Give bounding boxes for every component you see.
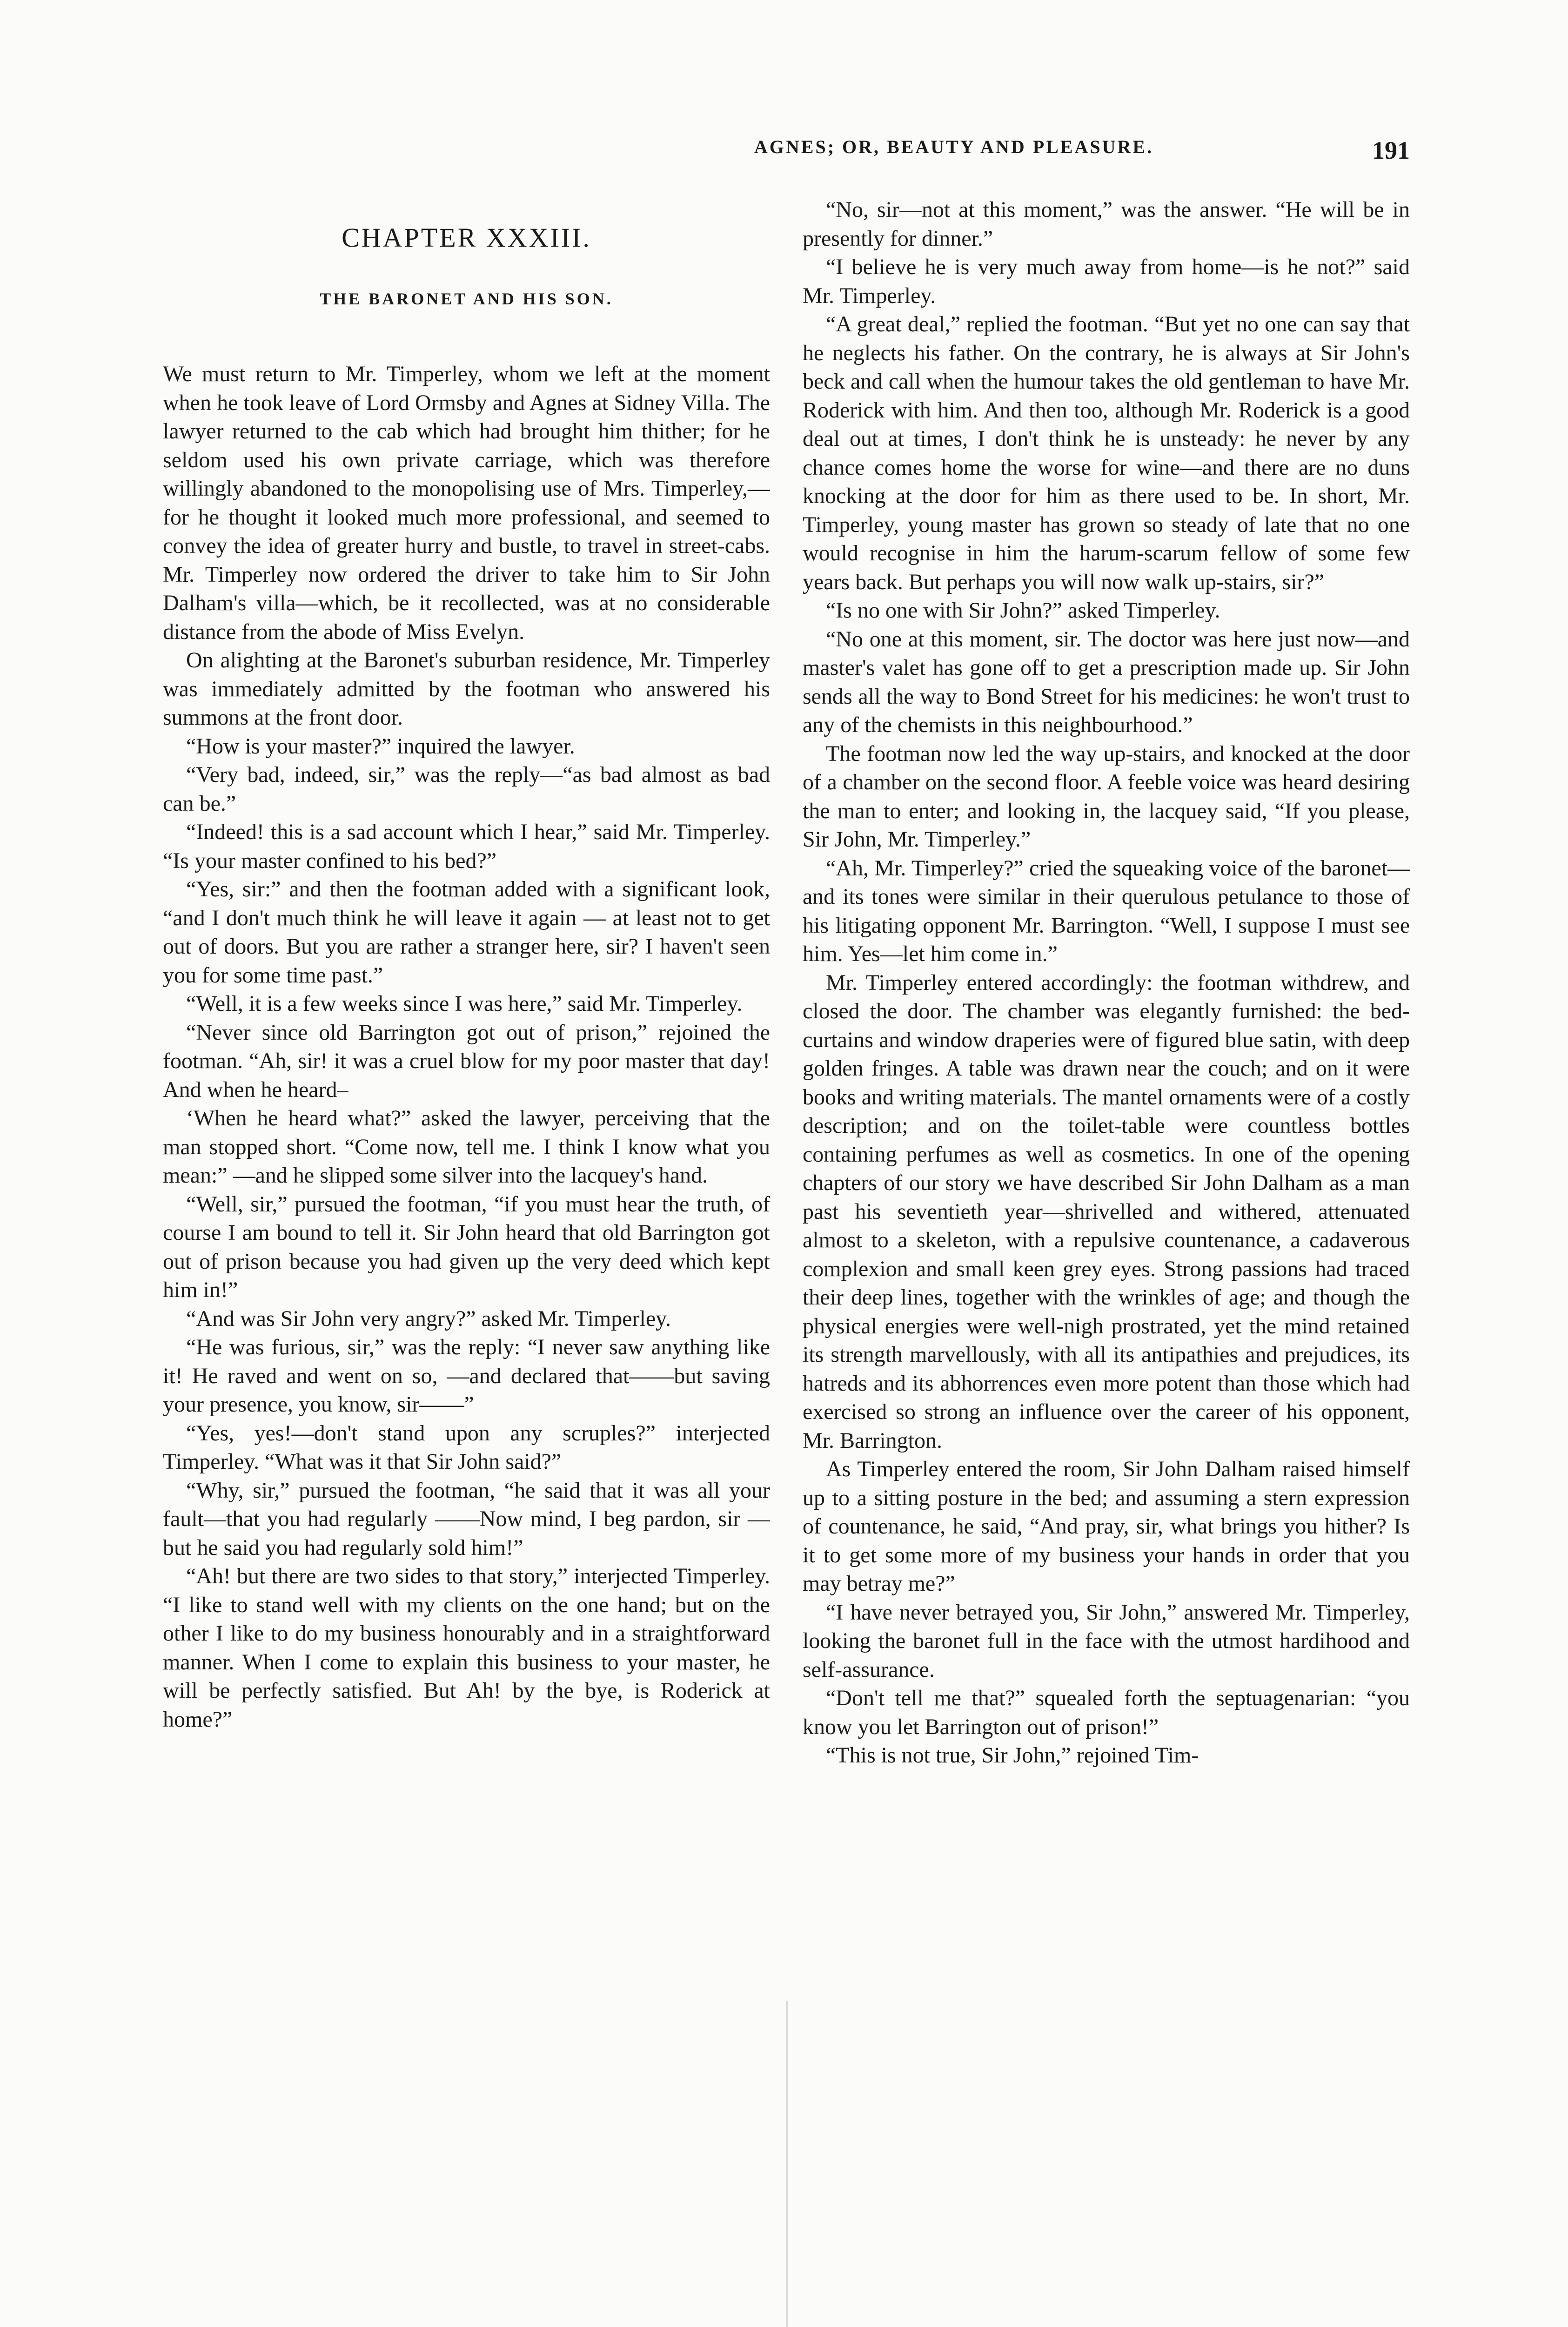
paragraph: “A great deal,” replied the footman. “But yet no one can say that he neglects his father. On the contrary, he is always at Sir John's beck and call when the humour takes the old gentleman to have Mr. Roderick with him. And then too, although Mr. Roderick is a good deal out at times, I don't think he is unsteady: he never by any chance comes home the worse for wine—and there are no duns knocking at the door for him as there used to be. In short, Mr. Timperley, young master has grown so steady of late that no one would recognise in him the harum-scarum fellow of some few years back. But perhaps you will now walk up-stairs, sir?” bbox=[803, 312, 1410, 594]
paragraph: “No one at this moment, sir. The doctor was here just now—and master's valet has gone off to get a prescription made up. Sir John sends all the way to Bond Street for his medicines: he won't trust to any of the chemists in this neighbourhood.” bbox=[803, 626, 1410, 737]
paragraph: “He was furious, sir,” was the reply: “I never saw anything like it! He raved and went on so, —and declared that——but saving your presence, you know, sir——” bbox=[163, 1335, 770, 1417]
paragraph: We must return to Mr. Timperley, whom we left at the moment when he took leave of Lord Ormsby and Agnes at Sidney Villa. The lawyer returned to the cab which had brought him thither; for he seldom used his own private carriage, which was therefore willingly abandoned to the monopolising use of Mrs. Timperley,—for he thought it looked much more professional, and seemed to convey the idea of greater hurry and bustle, to travel in street-cabs. Mr. Timperley now ordered the driver to take him to Sir John Dalham's villa—which, be it recollected, was at no considerable distance from the abode of Miss Evelyn. bbox=[163, 362, 770, 644]
paragraph: “And was Sir John very angry?” asked Mr. Timperley. bbox=[186, 1306, 671, 1331]
column-divider bbox=[786, 2001, 788, 2327]
paragraph: As Timperley entered the room, Sir John Dalham raised himself up to a sitting posture in the bed; and assuming a stern expression of countenance, he said, “And pray, sir, what brings you hither? Is it to get some more of my business your hands in order that you may betray me?” bbox=[803, 1457, 1410, 1596]
paragraph: “No, sir—not at this moment,” was the answer. “He will be in presently for dinner.” bbox=[803, 197, 1410, 251]
running-head: AGNES; OR, BEAUTY AND PLEASURE. bbox=[754, 136, 1154, 157]
paragraph: “Is no one with Sir John?” asked Timperley. bbox=[826, 598, 1220, 623]
paragraph: “Ah! but there are two sides to that story,” interjected Timperley. “I like to stand well with my clients on the one hand; but on the other I like to do my business honourably and in a straightforward manner. When I come to explain this business to your master, he will be perfectly satisfied. But Ah! by the bye, is Roderick at home?” bbox=[163, 1564, 770, 1732]
paragraph: “Never since old Barrington got out of prison,” rejoined the footman. “Ah, sir! it was a cruel blow for my poor master that day! And when he heard– bbox=[163, 1020, 770, 1102]
paragraph: The footman now led the way up-stairs, and knocked at the door of a chamber on the second floor. A feeble voice was heard desiring the man to enter; and looking in, the lacquey said, “If you please, Sir John, Mr. Timperley.” bbox=[803, 741, 1410, 852]
paragraph: “Well, it is a few weeks since I was here,” said Mr. Timperley. bbox=[186, 991, 743, 1016]
paragraph: “Well, sir,” pursued the footman, “if you must hear the truth, of course I am bound to tell it. Sir John heard that old Barrington got out of prison because you had given up the very deed which kept him in!” bbox=[163, 1191, 770, 1302]
chapter-subtitle: THE BARONET AND HIS SON. bbox=[320, 289, 613, 308]
paragraph: “Why, sir,” pursued the footman, “he said that it was all your fault—that you had regularly ——Now mind, I beg pardon, sir — but he said you had regularly sold him!” bbox=[163, 1478, 770, 1560]
paragraph: “This is not true, Sir John,” rejoined Tim- bbox=[826, 1743, 1199, 1768]
paragraph: “Very bad, indeed, sir,” was the reply—“as bad almost as bad can be.” bbox=[163, 762, 770, 816]
chapter-title: CHAPTER XXXIII. bbox=[342, 222, 591, 253]
right-column bbox=[803, 195, 1410, 2327]
paragraph: On alighting at the Baronet's suburban residence, Mr. Timperley was immediately admitted by the footman who answered his summons at the front door. bbox=[163, 648, 770, 730]
paragraph: “How is your master?” inquired the lawyer. bbox=[186, 733, 575, 759]
left-column bbox=[163, 195, 770, 2327]
page-number: 191 bbox=[1372, 136, 1410, 164]
paragraph: “I believe he is very much away from home—is he not?” said Mr. Timperley. bbox=[803, 255, 1410, 308]
paragraph: “Ah, Mr. Timperley?” cried the squeaking voice of the baronet—and its tones were similar in their querulous petulance to those of his litigating opponent Mr. Barrington. “Well, I suppose I must see him. Yes—let him come in.” bbox=[803, 855, 1410, 966]
paragraph: Mr. Timperley entered accordingly: the footman withdrew, and closed the door. The chamber was elegantly furnished: the bed-curtains and window draperies were of figured blue satin, with deep golden fringes. A table was drawn near the couch; and on it were books and writing materials. The mantel ornaments were of a costly description; and on the toilet-table were countless bottles containing perfumes as well as cosmetics. In one of the opening chapters of our story we have described Sir John Dalham as a man past his seventieth year—shrivelled and withered, attenuated almost to a skeleton, with a repulsive countenance, a cadaverous complexion and small keen grey eyes. Strong passions had traced their deep lines, together with the wrinkles of age; and though the physical energies were well-nigh prostrated, yet the mind retained its strength marvellously, with all its antipathies and prejudices, its hatreds and its abhorrences even more potent than those which had exercised so strong an influence over the career of his opponent, Mr. Barrington. bbox=[803, 970, 1410, 1453]
paragraph: “Yes, sir:” and then the footman added with a significant look, “and I don't much think he will leave it again — at least not to get out of doors. But you are rather a stranger here, sir? I haven't seen you for some time past.” bbox=[163, 877, 770, 988]
paragraph: “Don't tell me that?” squealed forth the septuagenarian: “you know you let Barrington out of prison!” bbox=[803, 1686, 1410, 1739]
paragraph: “I have never betrayed you, Sir John,” answered Mr. Timperley, looking the baronet full in the face with the utmost hardihood and self-assurance. bbox=[803, 1600, 1410, 1682]
paragraph: ‘When he heard what?” asked the lawyer, perceiving that the man stopped short. “Come now, tell me. I think I know what you mean:” —and he slipped some silver into the lacquey's hand. bbox=[163, 1106, 770, 1188]
paragraph: “Yes, yes!—don't stand upon any scruples?” interjected Timperley. “What was it that Sir John said?” bbox=[163, 1420, 770, 1474]
paragraph: “Indeed! this is a sad account which I hear,” said Mr. Timperley. “Is your master confined to his bed?” bbox=[163, 820, 770, 873]
